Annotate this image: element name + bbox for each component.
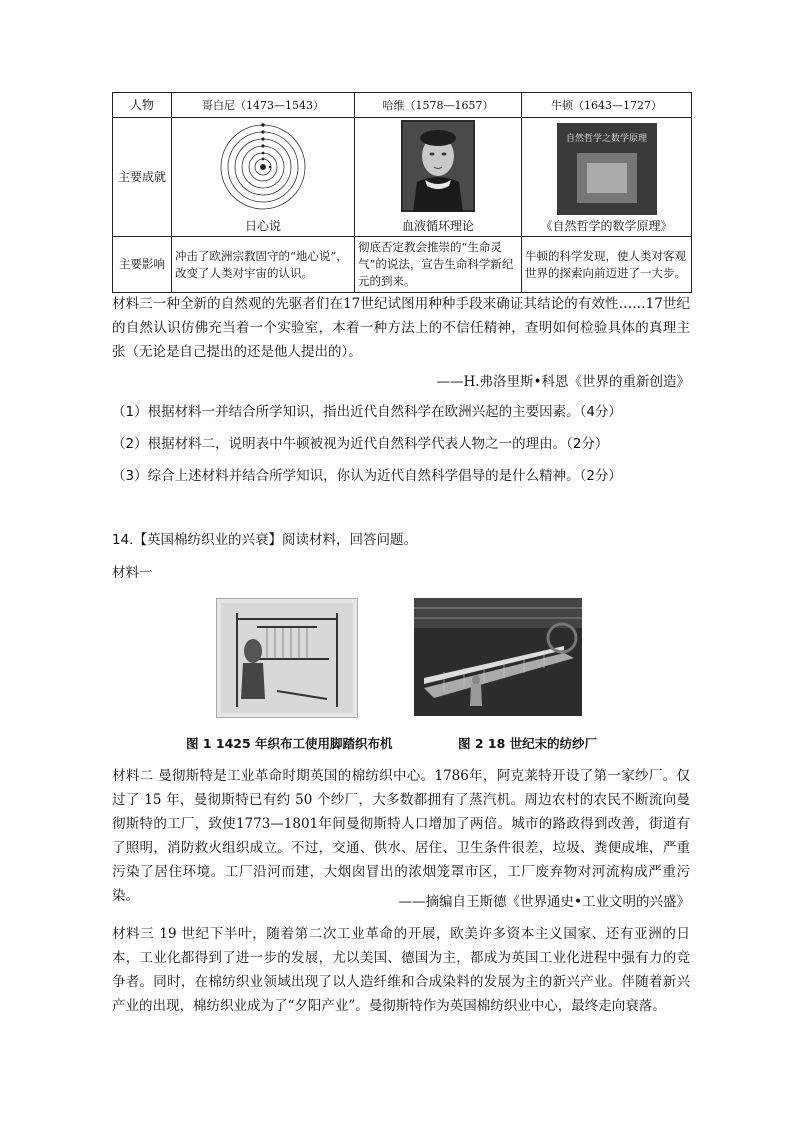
achievement-harvey (355, 118, 522, 237)
question-1: （1）根据材料一并结合所学知识，指出近代自然科学在欧洲兴起的主要因素。（4分） (112, 404, 622, 420)
person-newton: 牛顿（1643—1727） (522, 93, 692, 118)
impact-label: 主要影响 (113, 237, 172, 293)
achievement-copernicus-caption: 日心说 (244, 219, 281, 233)
achievement-harvey-caption: 血液循环理论 (401, 219, 474, 233)
book-cover-title: 自然哲学之数学原理 (565, 134, 647, 144)
q14-title: 14.【英国棉纺织业的兴衰】阅读材料，回答问题。 (112, 532, 417, 548)
person-harvey: 哈维（1578—1657） (355, 93, 522, 118)
impact-newton: 牛顿的科学发现，使人类对客观世界的探索向前迈进了一大步。 (522, 237, 692, 293)
question-3: （3）综合上述材料并结合所学知识，你认为近代自然科学倡导的是什么精神。（2分） (112, 468, 622, 484)
scientists-table (112, 92, 692, 293)
figure-2-caption: 图 2 18 世纪末的纺纱厂 (458, 736, 598, 751)
question-2: （2）根据材料二，说明表中牛顿被视为近代自然科学代表人物之一的理由。（2分） (112, 436, 609, 452)
heliocentric-diagram (208, 122, 318, 212)
material3-source: ——H.弗洛里斯•科恩《世界的重新创造》 (436, 374, 690, 390)
q14-material3-text: 材料三 19 世纪下半叶，随着第二次工业革命的开展，欧美许多资本主义国家、还有亚洲的日本，工业化都得到了进一步的发展，尤以美国、德国为主，都成为英国工业化进程中强有力的竞争者。同时，在棉纺织业领域出现了以人造纤维和合成染料的发展为主的新兴产业。伴随着新兴产业的出现，棉纺织业成为了“夕阳产业”。曼彻斯特作为英国棉纺织业中心，最终走向衰落。 (112, 926, 690, 1014)
header-label: 人物 (113, 93, 172, 118)
achievement-newton (522, 118, 692, 237)
q14-material1-label: 材料一 (112, 565, 153, 581)
figure-1-caption: 图 1 1425 年织布工使用脚踏织布机 (186, 736, 393, 751)
impact-copernicus: 冲击了欧洲宗教固守的“地心说”，改变了人类对宇宙的认识。 (172, 237, 355, 293)
material3-text: 材料三一种全新的自然观的先驱者们在17世纪试图用种种手段来确证其结论的有效性……17世纪的自然认识仿佛充当着一个实验室，本着一种方法上的不信任精神，查明如何检验具体的真理主张（无论是自己提出的还是他人提出的）。 (112, 296, 690, 360)
achievement-newton-caption: 《自然哲学的数学原理》 (540, 219, 673, 233)
impact-harvey: 彻底否定教会推崇的“生命灵气”的说法，宣告生命科学新纪元的到来。 (355, 237, 522, 293)
principia-book-cover (557, 123, 657, 215)
achievement-copernicus (172, 118, 355, 237)
figure-1-image (216, 598, 358, 718)
q14-material2-text: 材料二 曼彻斯特是工业革命时期英国的棉纺织中心。1786年，阿克莱特开设了第一家纱厂。仅过了 15 年，曼彻斯特已有约 50 个纱厂，大多数都拥有了蒸汽机。周边农村的农民不断流向曼彻斯特的工厂，致使1773—1801年间曼彻斯特人口增加了两倍。城市的路政得到改善，街道有了照明，消防救火组织成立。不过，交通、供水、居住、卫生条件很差，垃圾、粪便成堆，严重污染了居住环境。工厂沿河而建，大烟囱冒出的浓烟笼罩市区，工厂废弃物对河流构成严重污染。 (112, 768, 690, 904)
person-copernicus: 哥白尼（1473—1543） (172, 93, 355, 118)
harvey-portrait (401, 120, 475, 212)
figure-2-image (414, 598, 582, 716)
achievement-label: 主要成就 (113, 118, 172, 237)
q14-material2-source: ——摘编自王斯德《世界通史•工业文明的兴盛》 (398, 894, 690, 910)
